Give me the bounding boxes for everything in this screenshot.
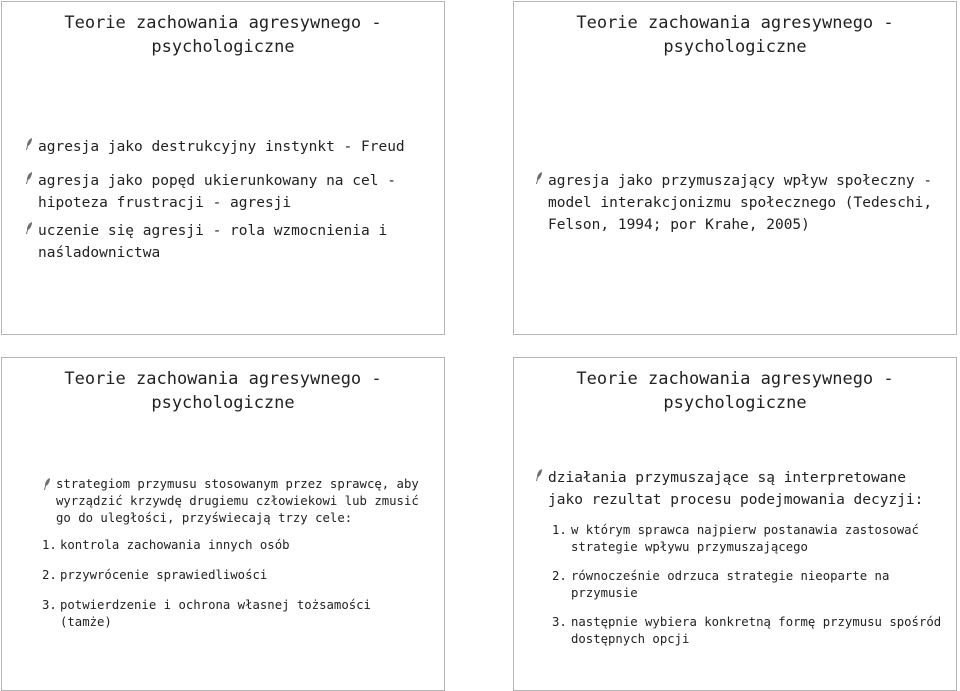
list-number: 2. bbox=[42, 568, 57, 582]
list-text: potwierdzenie i ochrona własnej tożsamości (tamże) bbox=[60, 598, 371, 629]
slide-body bbox=[42, 476, 424, 631]
list-item bbox=[42, 537, 424, 554]
list-item bbox=[552, 568, 944, 602]
slide-title: Teorie zachowania agresywnego - psychologiczne bbox=[576, 13, 894, 57]
bullet-text: działania przymuszające są interpretowane jako rezultat procesu podejmowania decyzji: bbox=[548, 470, 924, 508]
list-item bbox=[552, 522, 944, 556]
list-number: 3. bbox=[552, 615, 567, 629]
list-number: 2. bbox=[552, 569, 567, 583]
list-number: 1. bbox=[552, 523, 567, 537]
slide-title: Teorie zachowania agresywnego - psychologiczne bbox=[64, 369, 382, 413]
slide-2 bbox=[513, 1, 957, 335]
list-text: równocześnie odrzuca strategie nieoparte na przymusie bbox=[571, 569, 890, 600]
bullet-list bbox=[24, 136, 432, 264]
bullet-item bbox=[534, 170, 944, 236]
list-item bbox=[42, 597, 424, 631]
list-item bbox=[42, 567, 424, 584]
numbered-list bbox=[42, 537, 424, 631]
list-item bbox=[552, 614, 944, 648]
quill-bullet-icon bbox=[24, 171, 34, 185]
slide-1 bbox=[1, 1, 445, 335]
list-text: przywrócenie sprawiedliwości bbox=[60, 568, 268, 582]
numbered-list bbox=[552, 522, 944, 648]
list-text: następnie wybiera konkretną formę przymusu spośród dostępnych opcji bbox=[571, 615, 942, 646]
quill-bullet-icon bbox=[534, 171, 544, 185]
bullet-list bbox=[534, 170, 944, 236]
bullet-text: agresja jako destrukcyjny instynkt - Freud bbox=[38, 139, 405, 155]
bullet-text: uczenie się agresji - rola wzmocnienia i naśladownictwa bbox=[38, 223, 388, 261]
slide-title: Teorie zachowania agresywnego - psychologiczne bbox=[64, 13, 382, 57]
bullet-text: agresja jako przymuszający wpływ społeczny - model interakcjonizmu społecznego (Tedeschi, Felson, 1994; por Krahe, 2005) bbox=[548, 173, 933, 233]
list-text: kontrola zachowania innych osób bbox=[60, 538, 290, 552]
list-number: 1. bbox=[42, 538, 57, 552]
quill-bullet-icon bbox=[24, 221, 34, 235]
quill-bullet-icon bbox=[42, 477, 52, 491]
bullet-text: agresja jako popęd ukierunkowany na cel - hipoteza frustracji - agresji bbox=[38, 173, 396, 211]
quill-bullet-icon bbox=[24, 137, 34, 151]
bullet-item bbox=[24, 170, 432, 214]
slide-title: Teorie zachowania agresywnego - psychologiczne bbox=[576, 369, 894, 413]
slide-body bbox=[534, 467, 944, 648]
bullet-item bbox=[24, 136, 432, 158]
list-text: w którym sprawca najpierw postanawia zastosować strategie wpływu przymuszającego bbox=[571, 523, 919, 554]
list-number: 3. bbox=[42, 598, 57, 612]
slide-4 bbox=[513, 357, 957, 691]
quill-bullet-icon bbox=[534, 468, 544, 482]
bullet-item bbox=[42, 476, 424, 527]
bullet-item bbox=[24, 220, 432, 264]
bullet-item bbox=[534, 467, 944, 511]
bullet-text: strategiom przymusu stosowanym przez sprawcę, aby wyrządzić krzywdę drugiemu człowiekowi lub zmusić go do uległości, przyświecają trzy cele: bbox=[56, 477, 419, 525]
slide-3 bbox=[1, 357, 445, 691]
